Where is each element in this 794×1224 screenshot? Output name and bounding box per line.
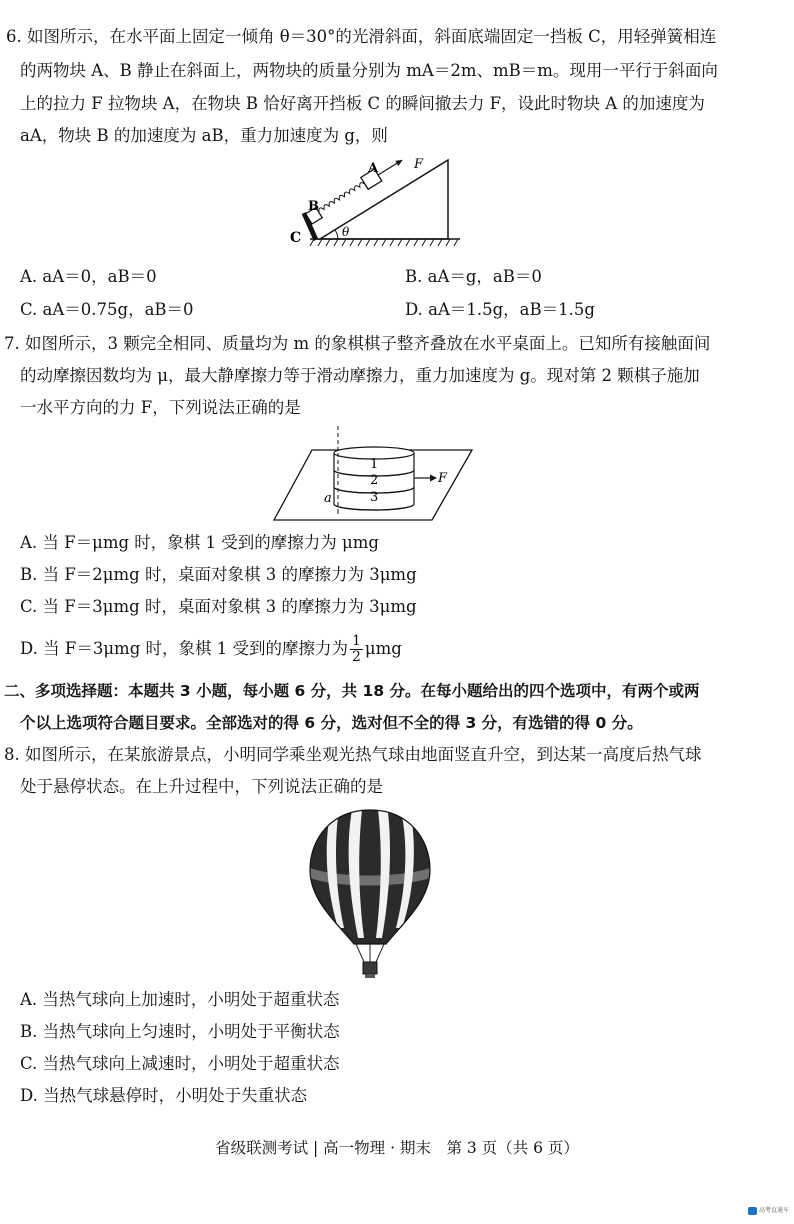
watermark-logo-icon	[748, 1207, 757, 1215]
q6-option-c: C. aA＝0.75g，aB＝0	[20, 300, 194, 319]
q6-label-theta: θ	[342, 225, 350, 239]
q6-label-a: A	[368, 161, 379, 176]
q6-incline-figure	[290, 150, 470, 250]
q7-label-3: 3	[370, 490, 379, 505]
q7-option-d-suffix: μmg	[364, 639, 402, 658]
q8-stem-line-2: 处于悬停状态。在上升过程中，下列说法正确的是	[20, 777, 383, 796]
q7-label-2: 2	[370, 473, 379, 488]
section-2-header-line-2: 个以上选项符合题目要求。全部选对的得 6 分，选对但不全的得 3 分，有选错的得 0 分。	[20, 714, 643, 732]
q8-option-d: D. 当热气球悬停时，小明处于失重状态	[20, 1086, 308, 1105]
q6-option-b: B. aA＝g，aB＝0	[405, 267, 542, 286]
q7-stem-line-2: 的动摩擦因数均为 μ，最大静摩擦力等于滑动摩擦力，重力加速度为 g。现对第 2 颗棋子施加	[20, 366, 700, 385]
q7-option-d-prefix: D. 当 F＝3μmg 时，象棋 1 受到的摩擦力为	[20, 639, 348, 658]
watermark-text: 高考直通车	[759, 1207, 790, 1214]
q6-stem-line-2: 的两物块 A、B 静止在斜面上，两物块的质量分别为 mA＝2m、mB＝m。现用一平行于斜面向	[20, 61, 718, 80]
q7-label-1: 1	[370, 457, 379, 472]
q7-label-a: a	[324, 491, 332, 506]
q7-option-b: B. 当 F＝2μmg 时，桌面对象棋 3 的摩擦力为 3μmg	[20, 565, 417, 584]
q8-option-a: A. 当热气球向上加速时，小明处于超重状态	[20, 990, 340, 1009]
q8-hot-air-balloon-image	[308, 808, 432, 980]
q7-option-a: A. 当 F＝μmg 时，象棋 1 受到的摩擦力为 μmg	[20, 533, 379, 552]
q7-option-c: C. 当 F＝3μmg 时，桌面对象棋 3 的摩擦力为 3μmg	[20, 597, 417, 616]
section-2-header-line-1: 二、多项选择题：本题共 3 小题，每小题 6 分，共 18 分。在每小题给出的四个选项中，有两个或两	[4, 682, 700, 700]
q6-label-b: B	[308, 199, 319, 214]
q6-stem-line-1: 6. 如图所示，在水平面上固定一倾角 θ＝30°的光滑斜面，斜面底端固定一挡板 C，用轻弹簧相连	[6, 27, 717, 46]
q8-option-c: C. 当热气球向上减速时，小明处于超重状态	[20, 1054, 340, 1073]
q6-label-f: F	[414, 157, 424, 172]
q6-option-a: A. aA＝0，aB＝0	[20, 267, 157, 286]
q7-option-d	[20, 634, 402, 665]
q6-stem-line-3: 上的拉力 F 拉物块 A，在物块 B 恰好离开挡板 C 的瞬间撤去力 F，设此时物块 A 的加速度为	[20, 94, 705, 113]
q6-label-c: C	[290, 230, 302, 246]
fraction-one-half: $\frac{1}{2}$	[352, 633, 361, 665]
q7-chess-stack-figure	[272, 424, 478, 524]
page-footer: 省级联测考试 | 高一物理 · 期末 第 3 页（共 6 页）	[215, 1139, 579, 1157]
watermark	[748, 1205, 789, 1215]
q6-option-d: D. aA＝1.5g，aB＝1.5g	[405, 300, 595, 319]
q7-stem-line-1: 7. 如图所示，3 颗完全相同、质量均为 m 的象棋棋子整齐叠放在水平桌面上。已知所有接触面间	[4, 334, 711, 353]
q6-stem-line-4: aA，物块 B 的加速度为 aB，重力加速度为 g，则	[20, 126, 388, 145]
q8-option-b: B. 当热气球向上匀速时，小明处于平衡状态	[20, 1022, 340, 1041]
q7-label-f: F	[438, 471, 448, 486]
q7-stem-line-3: 一水平方向的力 F，下列说法正确的是	[20, 398, 301, 417]
q8-stem-line-1: 8. 如图所示，在某旅游景点，小明同学乘坐观光热气球由地面竖直升空，到达某一高度后热气球	[4, 745, 702, 764]
